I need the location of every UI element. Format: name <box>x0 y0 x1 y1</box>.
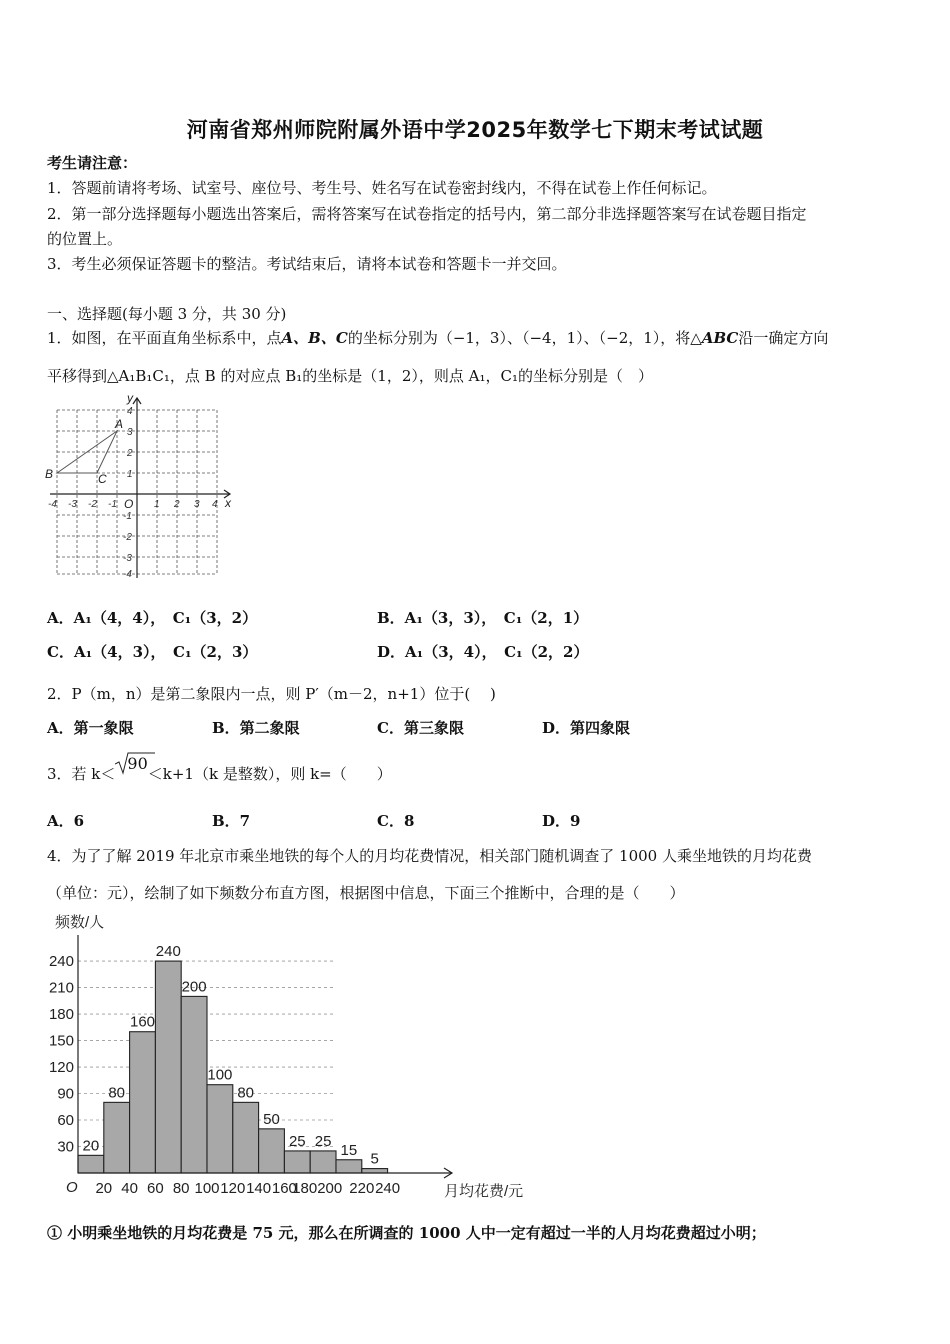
histo-y-tick-90: 90 <box>57 1085 74 1103</box>
q1-x-tick-m2: -2 <box>88 499 97 510</box>
q1-x-axis-label: x <box>225 496 231 510</box>
histo-x-tick-60: 60 <box>147 1180 164 1197</box>
q2-option-d[interactable]: D．第四象限 <box>542 719 631 737</box>
histo-origin-label: O <box>66 1179 78 1196</box>
histo-bar-value-4: 200 <box>181 978 207 996</box>
histo-y-tick-120: 120 <box>48 1059 74 1077</box>
histo-bar-value-2: 160 <box>129 1013 156 1031</box>
q1-x-tick-1: 1 <box>154 499 160 510</box>
histo-bar-value-7: 50 <box>263 1110 280 1128</box>
q1-y-axis-label: y <box>127 392 133 405</box>
q1-point-c-label: C <box>98 472 107 486</box>
q2-option-a[interactable]: A．第一象限 <box>47 719 134 737</box>
q1-y-tick-m3: -3 <box>123 553 132 564</box>
q4-statement-1: ① 小明乘坐地铁的月均花费是 75 元，那么在所调查的 1000 人中一定有超过一半的人月均花费超过小明； <box>47 1224 766 1242</box>
histo-x-tick-40: 40 <box>121 1180 138 1197</box>
q1-text-a: 1．如图，在平面直角坐标系中，点 <box>47 329 282 347</box>
q1-x-tick-m1: -1 <box>108 499 117 510</box>
q3-text-post: ＜k+1（k 是整数），则 k=（ ） <box>147 765 392 783</box>
histo-bar-40-60 <box>130 1032 156 1173</box>
q1-option-c[interactable]: C．A₁（4，3）， C₁（2，3） <box>47 643 258 661</box>
histo-x-tick-220: 220 <box>349 1180 375 1197</box>
histo-x-axis-title: 月均花费/元 <box>444 1183 524 1200</box>
histo-bar-200-220 <box>336 1160 362 1173</box>
notice-line-1: 1．答题前请将考场、试室号、座位号、考生号、姓名写在试卷密封线内，不得在试卷上作任何标记。 <box>47 179 717 197</box>
q1-option-b[interactable]: B．A₁（3，3）， C₁（2，1） <box>377 609 589 627</box>
q1-point-b-label: B <box>45 467 54 481</box>
histo-bar-60-80 <box>155 961 181 1173</box>
q1-option-d[interactable]: D．A₁（3，4）， C₁（2，2） <box>377 643 589 661</box>
histo-bar-value-0: 20 <box>82 1137 100 1155</box>
histo-bar-value-5: 100 <box>207 1066 233 1084</box>
q1-triangle: ABC <box>701 329 739 347</box>
q4-line-1: 4．为了了解 2019 年北京市乘坐地铁的每个人的月均花费情况，相关部门随机调查了 1000 人乘坐地铁的月均花费 <box>47 847 812 865</box>
q3-option-c[interactable]: C．8 <box>377 812 415 830</box>
histo-y-axis-title: 频数/人 <box>55 914 105 931</box>
histo-y-tick-240: 240 <box>48 953 74 971</box>
histo-x-tick-240: 240 <box>375 1180 401 1197</box>
notice-line-2-cont: 的位置上。 <box>47 230 123 248</box>
q3-stem <box>47 754 392 784</box>
q1-x-tick-m4: -4 <box>48 499 57 510</box>
histo-bar-value-10: 15 <box>340 1141 358 1159</box>
histo-x-tick-140: 140 <box>246 1180 272 1197</box>
histo-bar-value-3: 240 <box>155 943 181 961</box>
histo-bar-80-100 <box>181 996 207 1173</box>
histo-x-tick-20: 20 <box>95 1180 113 1197</box>
q1-points: A、B、C <box>281 329 348 347</box>
histo-y-tick-30: 30 <box>57 1138 74 1156</box>
q4-histogram <box>40 905 550 1205</box>
q3-option-b[interactable]: B．7 <box>212 812 251 830</box>
q1-text-c: 沿一确定方向 <box>738 329 829 347</box>
histo-x-tick-100: 100 <box>194 1180 220 1197</box>
q1-y-tick-3: 3 <box>127 427 133 438</box>
histo-y-tick-180: 180 <box>48 1006 74 1024</box>
q3-option-d[interactable]: D．9 <box>542 812 581 830</box>
q1-text-b: 的坐标分别为（−1，3）、（−4，1）、（−2，1），将△ <box>347 329 702 347</box>
histo-bar-value-11: 5 <box>370 1150 379 1168</box>
section-heading: 一、选择题(每小题 3 分，共 30 分) <box>47 305 287 323</box>
q1-y-tick-m1: -1 <box>123 511 132 522</box>
q1-line-2: 平移得到△A₁B₁C₁，点 B 的对应点 B₁的坐标是（1，2），则点 A₁，C₁的坐标分别是（ ） <box>47 367 653 385</box>
q1-x-tick-3: 3 <box>194 499 200 510</box>
histo-x-tick-180: 180200 <box>292 1180 343 1197</box>
histo-bar-value-9: 25 <box>314 1132 332 1150</box>
histo-y-tick-60: 60 <box>57 1112 74 1130</box>
q2-option-c[interactable]: C．第三象限 <box>377 719 464 737</box>
histo-y-tick-210: 210 <box>48 979 74 997</box>
q1-x-tick-m3: -3 <box>68 499 77 510</box>
q1-x-tick-2: 2 <box>174 499 180 510</box>
q1-option-a[interactable]: A．A₁（4，4）， C₁（3，2） <box>47 609 258 627</box>
q1-y-tick-m2: -2 <box>123 532 132 543</box>
histo-x-tick-160: 160 <box>271 1180 297 1197</box>
histo-bar-160-180 <box>284 1151 310 1173</box>
q1-origin-label: O <box>124 497 134 511</box>
histo-bar-0-20 <box>78 1155 104 1173</box>
histo-bar-100-120 <box>207 1085 233 1173</box>
q1-y-tick-m4: -4 <box>123 569 132 580</box>
histo-x-tick-120: 120 <box>220 1180 246 1197</box>
q3-radicand: 90 <box>127 754 148 773</box>
histo-bar-value-8: 25 <box>288 1132 306 1150</box>
q2-option-b[interactable]: B．第二象限 <box>212 719 300 737</box>
q3-text-pre: 3．若 k＜ <box>47 765 116 783</box>
histo-x-tick-80: 80 <box>172 1180 190 1197</box>
notice-line-3: 3．考生必须保证答题卡的整洁。考试结束后，请将本试卷和答题卡一并交回。 <box>47 255 567 273</box>
q3-option-a[interactable]: A．6 <box>47 812 85 830</box>
q1-line-1 <box>47 327 828 348</box>
q1-y-tick-1: 1 <box>127 469 133 480</box>
notice-line-2: 2．第一部分选择题每小题选出答案后，需将答案写在试卷指定的括号内，第二部分非选择题答案写在试卷题目指定 <box>47 205 807 223</box>
q1-x-tick-4: 4 <box>212 499 218 510</box>
notice-heading: 考生请注意： <box>47 154 138 172</box>
histo-bar-180-200 <box>310 1151 336 1173</box>
q3-sqrt <box>115 754 147 773</box>
q4-line-2: （单位：元），绘制了如下频数分布直方图，根据图中信息，下面三个推断中，合理的是（ ） <box>47 884 685 902</box>
histo-bar-220-240 <box>362 1169 388 1173</box>
histo-bar-140-160 <box>259 1129 285 1173</box>
q1-point-a-label: A <box>115 417 124 431</box>
histo-bar-value-1: 80 <box>108 1084 126 1102</box>
q1-y-tick-4: 4 <box>127 406 133 417</box>
histo-bar-120-140 <box>233 1102 259 1173</box>
page-title: 河南省郑州师院附属外语中学2025年数学七下期末考试试题 <box>186 118 764 142</box>
q2-stem: 2．P（m，n）是第二象限内一点，则 P′（m－2，n+1）位于( ) <box>47 685 496 703</box>
histo-y-tick-150: 150 <box>48 1032 74 1050</box>
histo-bar-value-6: 80 <box>237 1084 255 1102</box>
q1-coordinate-figure <box>40 392 240 580</box>
histo-bar-20-40 <box>104 1102 130 1173</box>
q1-y-tick-2: 2 <box>127 448 133 459</box>
radical-sign-icon <box>115 751 155 775</box>
